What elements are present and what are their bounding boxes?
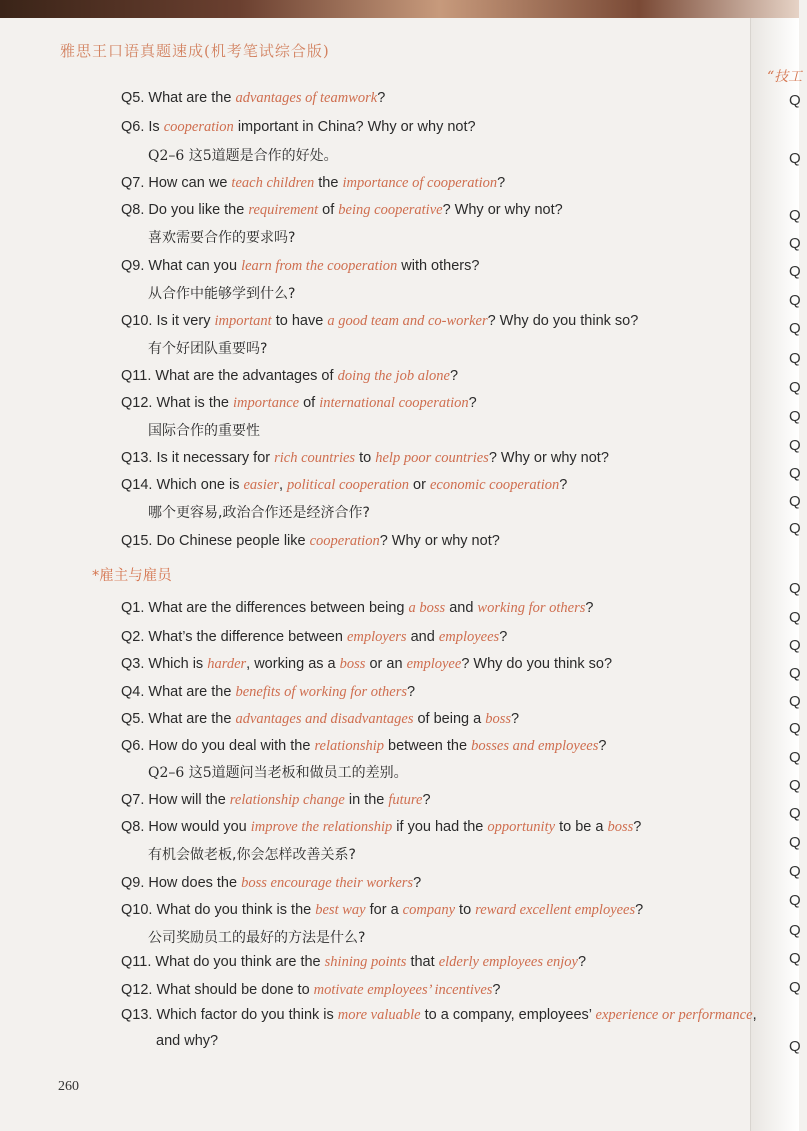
adjacent-page-q-marker: Q	[789, 263, 801, 280]
keyword-highlight: employees	[438, 629, 500, 645]
keyword-highlight: importance	[233, 395, 300, 411]
question-text: to	[455, 902, 476, 918]
adjacent-page-q-marker: Q	[789, 580, 801, 597]
question-text: and	[445, 600, 478, 616]
chinese-translation: 有个好团队重要吗?	[148, 341, 268, 357]
keyword-highlight: cooperation	[163, 119, 234, 135]
question-text: Q8. How would you	[121, 819, 251, 835]
question-text: or an	[365, 656, 407, 672]
keyword-highlight: learn from the cooperation	[241, 258, 398, 274]
keyword-highlight: opportunity	[487, 819, 556, 835]
adjacent-page-q-marker: Q	[789, 834, 801, 851]
keyword-highlight: boss	[607, 819, 634, 835]
question-e11	[121, 953, 586, 971]
question-q13	[121, 449, 609, 467]
question-e6	[121, 737, 606, 755]
adjacent-page-q-marker: Q	[789, 805, 801, 822]
keyword-highlight: more valuable	[337, 1007, 421, 1023]
question-text: ?	[598, 738, 607, 754]
keyword-highlight: shining points	[324, 954, 407, 970]
keyword-highlight: international cooperation	[319, 395, 469, 411]
keyword-highlight: a boss	[408, 600, 446, 616]
question-e7	[121, 791, 431, 809]
question-text: to have	[271, 313, 328, 329]
question-text: ?	[559, 477, 568, 493]
question-text: ? Why or why not?	[442, 202, 563, 218]
adjacent-page-q-marker: Q	[789, 749, 801, 766]
adjacent-page-q-marker: Q	[789, 922, 801, 939]
group-note: Q2–6 这5道题是合作的好处。	[148, 148, 338, 164]
question-text: ?	[407, 684, 416, 700]
adjacent-page-q-marker: Q	[789, 609, 801, 626]
question-text: Q6. Is	[121, 119, 164, 135]
adjacent-page-q-marker: Q	[789, 379, 801, 396]
adjacent-page-heading: “技工	[767, 69, 803, 85]
question-text: and	[406, 629, 439, 645]
keyword-highlight: improve the relationship	[250, 819, 393, 835]
keyword-highlight: working for others	[477, 600, 586, 616]
question-text: to	[355, 450, 376, 466]
keyword-highlight: political cooperation	[287, 477, 410, 493]
keyword-highlight: employee	[406, 656, 462, 672]
question-text: Q10. Is it very	[121, 313, 215, 329]
keyword-highlight: boss	[485, 711, 512, 727]
question-text: for a	[365, 902, 403, 918]
adjacent-page-q-marker: Q	[789, 493, 801, 510]
question-q8	[121, 201, 563, 219]
question-q9	[121, 257, 479, 275]
question-text: ?	[413, 875, 422, 891]
question-text: Q7. How can we	[121, 175, 232, 191]
question-text: ?	[492, 982, 501, 998]
keyword-highlight: best way	[315, 902, 366, 918]
question-text: Q7. How will the	[121, 792, 230, 808]
keyword-highlight: motivate employees’ incentives	[313, 982, 493, 998]
question-text: ?	[585, 600, 594, 616]
question-q11	[121, 367, 458, 385]
section-title: *雇主与雇员	[92, 568, 172, 584]
question-e3	[121, 655, 612, 673]
question-text: Q13. Is it necessary for	[121, 450, 275, 466]
book-header-title: 雅思王口语真题速成(机考笔试综合版)	[60, 42, 330, 60]
adjacent-page-q-marker: Q	[789, 777, 801, 794]
adjacent-page-q-marker: Q	[789, 950, 801, 967]
keyword-highlight: easier	[243, 477, 279, 493]
question-text: ,	[752, 1007, 757, 1023]
question-text: Q8. Do you like the	[121, 202, 249, 218]
question-q10	[121, 312, 638, 330]
keyword-highlight: rich countries	[274, 450, 356, 466]
keyword-highlight: reward excellent employees	[475, 902, 636, 918]
adjacent-page-q-marker: Q	[789, 437, 801, 454]
question-text: of being a	[413, 711, 486, 727]
question-text: in the	[344, 792, 389, 808]
adjacent-page-q-marker: Q	[789, 1038, 801, 1055]
chinese-translation: 哪个更容易,政治合作还是经济合作?	[148, 505, 370, 521]
keyword-highlight: experience or performance	[595, 1007, 753, 1023]
adjacent-page-q-marker: Q	[789, 320, 801, 337]
adjacent-page-q-marker: Q	[789, 92, 801, 109]
question-text: if you had the	[392, 819, 488, 835]
question-text: ?	[635, 902, 644, 918]
adjacent-page-q-marker: Q	[789, 292, 801, 309]
question-q15	[121, 532, 500, 550]
adjacent-page-q-marker: Q	[789, 693, 801, 710]
question-text: ? Why or why not?	[488, 450, 609, 466]
keyword-highlight: relationship change	[229, 792, 345, 808]
question-text: ? Why or why not?	[379, 533, 500, 549]
keyword-highlight: bosses and employees	[471, 738, 599, 754]
keyword-highlight: boss	[339, 656, 366, 672]
question-e8	[121, 818, 641, 836]
question-text: the	[314, 175, 343, 191]
question-text: between the	[384, 738, 472, 754]
adjacent-page-q-marker: Q	[789, 408, 801, 425]
question-text: ?	[449, 368, 459, 384]
adjacent-page-q-marker: Q	[789, 892, 801, 909]
adjacent-page-q-marker: Q	[789, 720, 801, 737]
question-text: ?	[577, 954, 587, 970]
question-e10	[121, 901, 643, 919]
question-e5	[121, 710, 519, 728]
question-text: Q5. What are the	[121, 90, 236, 106]
question-q7	[121, 174, 505, 192]
question-text: , working as a	[246, 656, 340, 672]
question-text: Q5. What are the	[121, 711, 236, 727]
question-text: Q4. What are the	[121, 684, 236, 700]
question-text: Q12. What should be done to	[121, 982, 314, 998]
question-text: important in China? Why or why not?	[233, 119, 476, 135]
question-e1	[121, 599, 593, 617]
question-q14	[121, 476, 567, 494]
chinese-translation: 国际合作的重要性	[148, 423, 260, 439]
keyword-highlight: harder	[207, 656, 247, 672]
keyword-highlight: requirement	[248, 202, 319, 218]
question-text: that	[406, 954, 439, 970]
question-text: ?	[377, 90, 386, 106]
question-text: ?	[422, 792, 431, 808]
keyword-highlight: employers	[346, 629, 407, 645]
adjacent-page-q-marker: Q	[789, 207, 801, 224]
question-text: Q13. Which factor do you think is	[121, 1007, 338, 1023]
adjacent-page-q-marker: Q	[789, 863, 801, 880]
keyword-highlight: economic cooperation	[429, 477, 560, 493]
question-text: Q6. How do you deal with the	[121, 738, 315, 754]
keyword-highlight: boss encourage their workers	[241, 875, 414, 891]
question-text: to a company, employees’	[420, 1007, 596, 1023]
keyword-highlight: important	[214, 313, 272, 329]
keyword-highlight: elderly employees enjoy	[438, 954, 578, 970]
group-note: Q2–6 这5道题问当老板和做员工的差别。	[148, 765, 408, 781]
keyword-highlight: advantages and disadvantages	[235, 711, 414, 727]
question-e4	[121, 683, 415, 701]
keyword-highlight: doing the job alone	[337, 368, 450, 384]
keyword-highlight: advantages of teamwork	[235, 90, 378, 106]
question-text: Q1. What are the differences between being	[121, 600, 409, 616]
keyword-highlight: future	[388, 792, 423, 808]
question-text: of	[318, 202, 339, 218]
question-e12	[121, 981, 501, 999]
question-continuation: and why?	[156, 1033, 219, 1049]
question-text: ?	[511, 711, 520, 727]
question-text: ? Why do you think so?	[487, 313, 639, 329]
adjacent-page-q-marker: Q	[789, 150, 801, 167]
question-text: Q15. Do Chinese people like	[121, 533, 310, 549]
adjacent-page-q-marker: Q	[789, 520, 801, 537]
question-text: ? Why do you think so?	[461, 656, 613, 672]
question-e2	[121, 628, 507, 646]
keyword-highlight: a good team and co-worker	[327, 313, 488, 329]
adjacent-page-q-marker: Q	[789, 979, 801, 996]
adjacent-page-q-marker: Q	[789, 637, 801, 654]
chinese-translation: 公司奖励员工的最好的方法是什么?	[148, 930, 366, 946]
question-q5	[121, 89, 385, 107]
keyword-highlight: teach children	[231, 175, 315, 191]
adjacent-page	[750, 18, 803, 1131]
question-text: ?	[499, 629, 508, 645]
keyword-highlight: relationship	[314, 738, 385, 754]
keyword-highlight: importance of cooperation	[342, 175, 498, 191]
question-text: ?	[468, 395, 477, 411]
adjacent-page-q-marker: Q	[789, 665, 801, 682]
question-e13	[121, 1006, 757, 1024]
question-q6	[121, 118, 476, 136]
keyword-highlight: benefits of working for others	[235, 684, 408, 700]
question-text: Q10. What do you think is the	[121, 902, 316, 918]
adjacent-page-q-marker: Q	[789, 235, 801, 252]
question-text: Q11. What do you think are the	[121, 954, 325, 970]
keyword-highlight: help poor countries	[375, 450, 489, 466]
page-number: 260	[58, 1079, 79, 1094]
keyword-highlight: cooperation	[309, 533, 380, 549]
keyword-highlight: being cooperative	[338, 202, 443, 218]
question-text: Q2. What’s the difference between	[121, 629, 347, 645]
question-text: with others?	[397, 258, 480, 274]
question-text: ,	[278, 477, 287, 493]
question-text: Q12. What is the	[121, 395, 234, 411]
chinese-translation: 从合作中能够学到什么?	[148, 286, 296, 302]
question-text: ?	[633, 819, 642, 835]
question-text: to be a	[555, 819, 608, 835]
question-text: ?	[497, 175, 506, 191]
question-text: or	[409, 477, 430, 493]
question-text: Q11. What are the advantages of	[121, 368, 338, 384]
question-text: Q14. Which one is	[121, 477, 244, 493]
adjacent-page-q-marker: Q	[789, 465, 801, 482]
chinese-translation: 喜欢需要合作的要求吗?	[148, 230, 296, 246]
question-text: Q9. How does the	[121, 875, 242, 891]
question-text: Q3. Which is	[121, 656, 208, 672]
question-text: of	[299, 395, 320, 411]
adjacent-page-q-marker: Q	[789, 350, 801, 367]
keyword-highlight: company	[402, 902, 456, 918]
chinese-translation: 有机会做老板,你会怎样改善关系?	[148, 847, 356, 863]
question-e9	[121, 874, 421, 892]
photo-edge-strip	[0, 0, 799, 18]
question-text: Q9. What can you	[121, 258, 242, 274]
question-q12	[121, 394, 477, 412]
